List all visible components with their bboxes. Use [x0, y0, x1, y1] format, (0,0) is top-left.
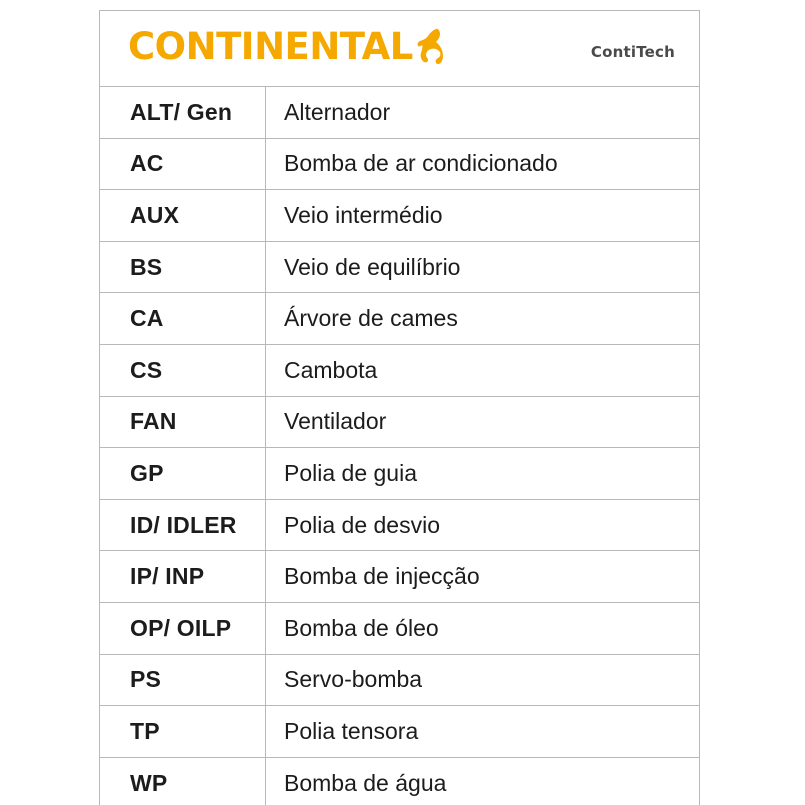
abbreviation-description: Bomba de ar condicionado	[284, 150, 558, 177]
abbreviation-code: AUX	[100, 190, 266, 241]
table-row	[100, 448, 699, 500]
table-row	[100, 706, 699, 758]
table-row	[100, 603, 699, 655]
horse-logo-icon	[415, 27, 445, 67]
table-row	[100, 551, 699, 603]
table-row	[100, 397, 699, 449]
abbreviation-description: Polia tensora	[284, 717, 419, 744]
abbreviation-rows	[100, 87, 699, 805]
table-row	[100, 655, 699, 707]
abbreviation-code: FAN	[100, 397, 266, 448]
abbreviation-description: Bomba de água	[284, 770, 447, 797]
abbreviation-description: Alternador	[284, 98, 391, 125]
abbreviation-table-card	[99, 10, 700, 805]
abbreviation-description: Árvore de cames	[284, 305, 458, 332]
table-row	[100, 500, 699, 552]
table-row	[100, 293, 699, 345]
abbreviation-description: Ventilador	[284, 408, 387, 435]
abbreviation-code: WP	[100, 758, 266, 805]
abbreviation-description: Polia de guia	[284, 459, 417, 486]
abbreviation-description: Bomba de injecção	[284, 563, 480, 590]
abbreviation-code: PS	[100, 655, 266, 706]
abbreviation-code: GP	[100, 448, 266, 499]
abbreviation-description: Bomba de óleo	[284, 614, 439, 641]
abbreviation-code: ALT/ Gen	[100, 87, 266, 138]
abbreviation-code: CS	[100, 345, 266, 396]
table-row	[100, 758, 699, 805]
table-row	[100, 242, 699, 294]
abbreviation-code: CA	[100, 293, 266, 344]
abbreviation-description: Veio intermédio	[284, 201, 443, 228]
abbreviation-description: Cambota	[284, 356, 378, 383]
brand-wordmark: CONTINENTAL	[128, 25, 413, 68]
abbreviation-code: TP	[100, 706, 266, 757]
abbreviation-description: Servo-bomba	[284, 666, 423, 693]
continental-logo	[128, 27, 445, 67]
table-row	[100, 87, 699, 139]
abbreviation-code: ID/ IDLER	[100, 500, 266, 551]
table-row	[100, 345, 699, 397]
table-row	[100, 190, 699, 242]
abbreviation-description: Veio de equilíbrio	[284, 253, 461, 280]
abbreviation-code: OP/ OILP	[100, 603, 266, 654]
abbreviation-description: Polia de desvio	[284, 511, 440, 538]
brand-header	[100, 11, 699, 87]
abbreviation-code: BS	[100, 242, 266, 293]
contitech-wordmark: ContiTech	[590, 43, 675, 61]
abbreviation-code: IP/ INP	[100, 551, 266, 602]
table-row	[100, 139, 699, 191]
abbreviation-code: AC	[100, 139, 266, 190]
